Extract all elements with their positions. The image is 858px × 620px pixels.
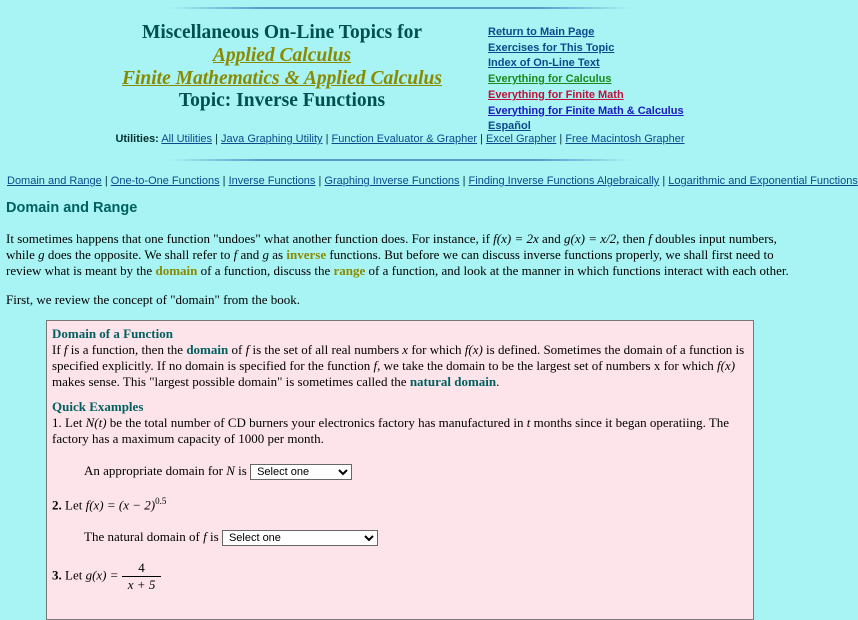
title-link-finite-math[interactable]: Finite Mathematics & Applied Calculus [122,68,442,89]
fraction [122,560,162,593]
example-2 [52,493,748,513]
example-2-domain-select[interactable] [222,530,378,546]
nav-links [488,25,684,135]
topic-nav: Domain and Range | One-to-One Functions | Inverse Functions | Graphing Inverse Functions | Finding Inverse Functions Algebraically | Logarithmic and Exponential Functions [7,175,858,187]
quick-examples-heading: Quick Examples [52,399,144,414]
example-3 [52,560,748,593]
term-domain: domain [155,263,198,278]
definition-text [52,342,748,390]
topic-title: Topic: Inverse Functions [178,90,386,111]
expr-fx: f(x) [717,358,736,373]
text: is defined. Sometimes the domain of a function is specified explicitly. If no domain is specified for the function [52,342,745,373]
utility-link-function-evaluator[interactable]: Function Evaluator & Grapher [331,133,478,145]
title-line-1: Miscellaneous On-Line Topics for [141,22,423,43]
var-f: f [373,358,378,373]
var-f: f [233,247,238,262]
var-f: f [648,231,652,246]
term-domain: domain [186,342,229,357]
nav-link-exercises[interactable]: Exercises for This Topic [488,41,615,54]
text: and [237,247,263,262]
text: does the opposite. We shall refer to [44,247,234,262]
topic-link-graphing-inverse[interactable]: Graphing Inverse Functions [324,175,460,187]
fraction-denominator: x + 5 [127,577,156,593]
equation-f: f(x) = 2x [493,231,539,246]
utilities-bar: Utilities: All Utilities | Java Graphing Utility | Function Evaluator & Grapher | Excel Grapher | Free Macintosh Grapher [115,133,685,145]
var-n: N [226,463,235,478]
var-x: x [402,342,409,357]
nav-link-calculus[interactable]: Everything for Calculus [488,73,612,86]
domain-definition-box [46,320,754,620]
expr-g3: g(x) = [85,567,119,583]
example-number: 2. [52,497,62,513]
var-f: f [245,342,250,357]
text: of a function, discuss the [197,263,334,278]
text: Let [61,567,86,583]
var-t: t [526,415,531,430]
text: of a function, and look at the manner in which functions interact with each other. [365,263,789,278]
intro-paragraph [6,231,792,279]
nav-link-index[interactable]: Index of On-Line Text [488,57,600,70]
utility-link-all[interactable]: All Utilities [161,133,213,145]
topic-link-log-exp[interactable]: Logarithmic and Exponential Functions [668,175,858,187]
text: is [234,463,251,478]
text: for which [408,342,465,357]
topic-link-domain-range[interactable]: Domain and Range [7,175,102,187]
text: is a function, then the [67,342,187,357]
text: as [269,247,287,262]
title-link-applied-calculus[interactable]: Applied Calculus [212,45,352,66]
utility-link-mac-grapher[interactable]: Free Macintosh Grapher [565,133,685,145]
expr-f2: f(x) = (x − 2) [85,497,156,513]
var-g: g [38,247,45,262]
topic-link-inverse-functions[interactable]: Inverse Functions [228,175,316,187]
utility-link-excel-grapher[interactable]: Excel Grapher [486,133,557,145]
equation-g: g(x) = x/2, [564,231,620,246]
nav-link-finite-math[interactable]: Everything for Finite Math [488,88,624,101]
nav-link-finite-math-calculus[interactable]: Everything for Finite Math & Calculus [488,104,684,117]
review-paragraph: First, we review the concept of "domain" from the book. [6,292,301,307]
text: makes sense. This "largest possible domain" is sometimes called the [52,374,410,389]
page-header [120,22,444,112]
example-1-domain-select[interactable] [250,464,352,480]
expr-nt: N(t) [85,415,107,430]
text: . [496,374,500,389]
utilities-label: Utilities: [115,133,159,145]
text: , we take the domain to be the largest set of numbers x for which [377,358,718,373]
example-number: 3. [52,567,62,583]
var-f: f [63,342,68,357]
var-f: f [203,529,207,545]
var-g: g [262,247,270,262]
example-1-question [52,463,748,480]
nav-link-main-page[interactable]: Return to Main Page [488,26,595,38]
example-2-question [52,529,748,546]
term-inverse: inverse [286,247,327,262]
exponent: 0.5 [155,496,167,506]
text: be the total number of CD burners your electronics factory has manufactured in [106,415,527,430]
text: If [52,342,64,357]
topic-link-finding-inverse[interactable]: Finding Inverse Functions Algebraically [468,175,660,187]
term-natural-domain: natural domain [409,374,497,389]
section-title: Domain and Range [6,200,138,216]
text: Let [61,415,86,430]
text: functions. But before we can discuss inverse functions properly, we shall first need to review what is meant by the [6,247,774,278]
text: is the set of all real numbers [249,342,403,357]
topic-link-one-to-one[interactable]: One-to-One Functions [110,175,220,187]
middle-divider [168,159,632,161]
term-range: range [333,263,366,278]
text: The natural domain of [84,529,204,545]
text: Let [61,497,86,513]
example-1 [52,415,748,447]
top-divider [168,7,632,9]
text: then [619,231,649,246]
box-heading: Domain of a Function [52,326,173,341]
text: months since it began operatiing. The factory has a maximum capacity of 1000 per month. [52,415,730,446]
nav-link-espanol[interactable]: Español [488,120,531,133]
example-number: 1. [52,415,62,430]
fraction-numerator: 4 [122,560,162,577]
utility-link-java-grapher[interactable]: Java Graphing Utility [221,133,323,145]
text: is [206,529,222,545]
expr-fx: f(x) [464,342,483,357]
text: doubles input numbers, while [6,231,777,262]
text: of [228,342,246,357]
text: An appropriate domain for [84,463,227,478]
text: and [538,231,565,246]
text: It sometimes happens that one function "undoes" what another function does. For instance, if [6,231,494,246]
